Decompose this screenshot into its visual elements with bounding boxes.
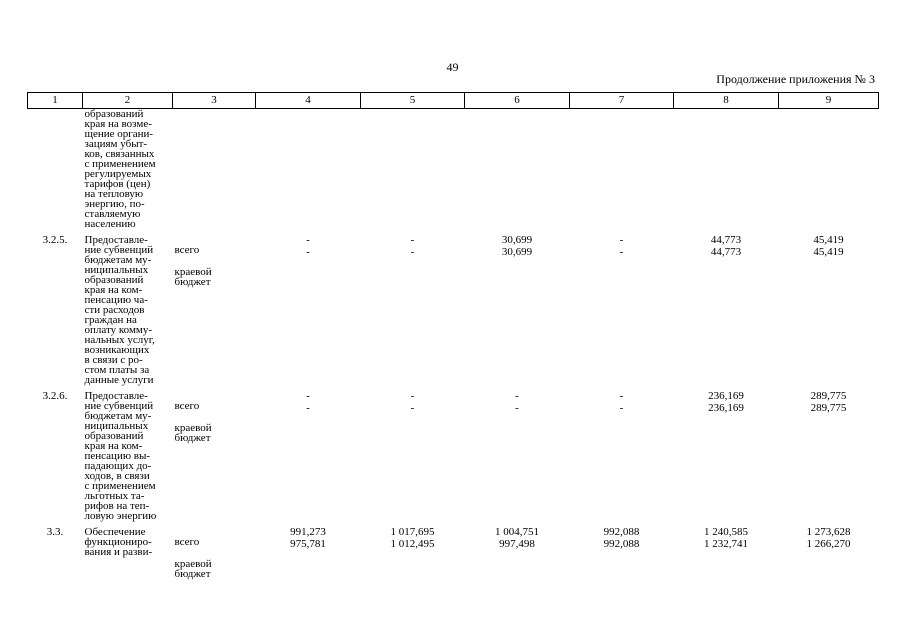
value-cell: 1 012,495 <box>390 538 435 550</box>
table-row <box>28 235 879 385</box>
value-cell: - <box>306 402 310 414</box>
value-cell: - <box>515 390 519 402</box>
value-cell: - <box>410 234 415 246</box>
table-row <box>28 527 879 589</box>
value-cell: - <box>619 234 624 246</box>
value-cell: 997,498 <box>499 538 535 550</box>
value-cell: - <box>306 390 310 402</box>
page-number: 49 <box>446 60 459 74</box>
value-cell: - <box>306 246 310 258</box>
column-header: 2 <box>83 93 173 109</box>
item-name: Обеспечение функциониро- вания и разви- <box>84 526 153 558</box>
value-cell: 30,699 <box>501 234 533 246</box>
value-cell: 236,169 <box>708 402 744 414</box>
item-number: 3.3. <box>46 526 64 538</box>
value-cell: 992,088 <box>603 526 640 538</box>
value-cell: 1 004,751 <box>495 526 539 538</box>
appendix-table <box>27 92 879 589</box>
table-row <box>28 109 879 230</box>
column-header: 3 <box>173 93 256 109</box>
item-number: 3.2.5. <box>42 234 68 246</box>
continuation-label: Продолжение приложения № 3 <box>716 72 875 86</box>
funding-type-regional: краевой бюджет <box>174 422 212 444</box>
funding-type-regional: краевой бюджет <box>174 558 212 580</box>
value-cell: - <box>515 402 519 414</box>
table-row <box>28 391 879 521</box>
item-name: Предоставле- ние субвенций бюджетам му- ниципальных образований края на ком- пенсацию вы- падающих до- ходов, в связи с применением льготных та- рифов на теп- ловую энергию <box>84 390 157 522</box>
value-cell: 44,773 <box>710 246 742 258</box>
funding-type-regional: краевой бюджет <box>174 266 212 288</box>
column-header: 7 <box>570 93 674 109</box>
column-header: 6 <box>465 93 570 109</box>
value-cell: 45,419 <box>813 246 844 258</box>
value-cell: - <box>306 234 310 246</box>
column-header: 8 <box>674 93 779 109</box>
value-cell: 30,699 <box>501 246 533 258</box>
value-cell: 991,273 <box>290 526 326 538</box>
value-cell: - <box>410 402 415 414</box>
value-cell: 289,775 <box>810 390 847 402</box>
value-cell: 1 266,270 <box>806 538 851 550</box>
value-cell: - <box>410 246 415 258</box>
item-number: 3.2.6. <box>42 390 68 402</box>
item-name: образований края на возме- щение органи- зациям убыт- ков, связанных с применением регулируемых тарифов (цен) на тепловую энергию, по- ставляемую населению <box>84 108 156 230</box>
value-cell: 44,773 <box>710 234 742 246</box>
column-header: 1 <box>28 93 83 109</box>
value-cell: 992,088 <box>603 538 640 550</box>
value-cell: 236,169 <box>708 390 744 402</box>
value-cell: - <box>410 390 415 402</box>
header-row <box>28 93 879 109</box>
value-cell: 289,775 <box>810 402 847 414</box>
funding-type-total: всего <box>174 536 200 548</box>
column-header: 4 <box>256 93 361 109</box>
value-cell: 1 017,695 <box>390 526 435 538</box>
value-cell: - <box>619 246 624 258</box>
column-header: 9 <box>779 93 879 109</box>
value-cell: 1 240,585 <box>704 526 748 538</box>
value-cell: - <box>619 390 624 402</box>
value-cell: - <box>619 402 624 414</box>
value-cell: 1 273,628 <box>806 526 851 538</box>
value-cell: 975,781 <box>290 538 326 550</box>
item-name: Предоставле- ние субвенций бюджетам му- ниципальных образований края на ком- пенсацию ча- сти расходов граждан на оплату комму- нальных услуг, возникающих в связи с ро- стом платы за данные услуги <box>84 234 155 386</box>
column-header: 5 <box>361 93 465 109</box>
value-cell: 1 232,741 <box>704 538 748 550</box>
funding-type-total: всего <box>174 400 200 412</box>
value-cell: 45,419 <box>813 234 844 246</box>
funding-type-total: всего <box>174 244 200 256</box>
